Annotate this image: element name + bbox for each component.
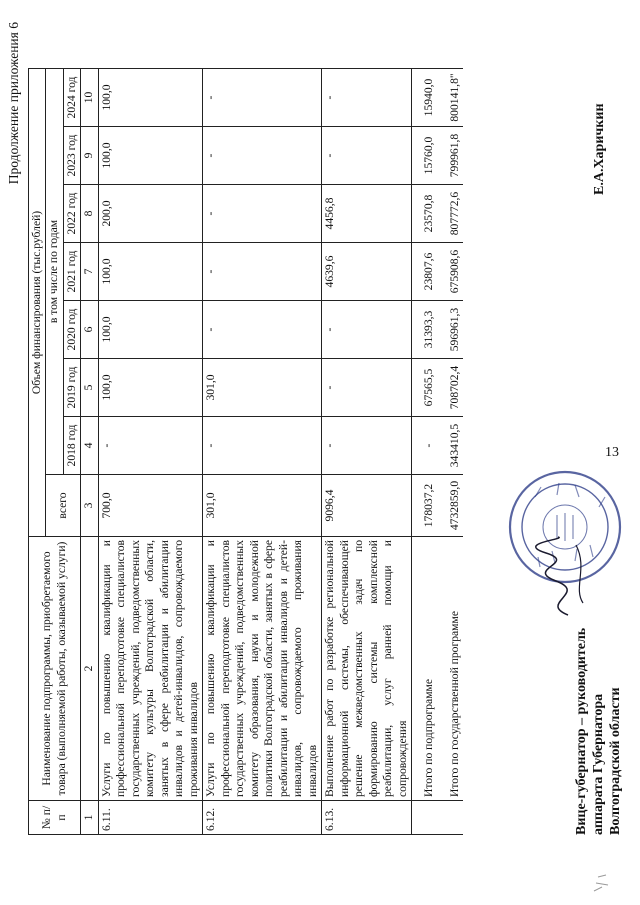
row-number: 6.13.	[322, 801, 412, 835]
cell-2024: -	[322, 69, 412, 127]
cell-2018: -	[203, 417, 322, 475]
column-number: 8	[81, 185, 98, 243]
total-label: Итого по подпрограмме	[412, 537, 438, 801]
total-cell: -	[412, 417, 438, 475]
column-number: 5	[81, 359, 98, 417]
header-year: 2023 год	[63, 127, 80, 185]
table-row	[322, 69, 412, 835]
row-number: 6.12.	[203, 801, 322, 835]
column-number: 10	[81, 69, 98, 127]
cell-2018: -	[98, 417, 202, 475]
total-cell: 4732859,0	[438, 475, 463, 537]
header-year: 2018 год	[63, 417, 80, 475]
signatory-name: Е.А.Харичкин	[592, 103, 607, 195]
cell-2018: -	[322, 417, 412, 475]
cell-2024: 100,0	[98, 69, 202, 127]
continuation-note: Продолжение приложения 6	[6, 22, 21, 185]
cell-2024: -	[203, 69, 322, 127]
total-label: Итого по государственной программе	[438, 537, 463, 801]
total-cell: 343410,5	[438, 417, 463, 475]
total-cell: 23570,8	[412, 185, 438, 243]
total-cell: 596961,3	[438, 301, 463, 359]
total-cell: 15940,0	[412, 69, 438, 127]
total-row-program	[438, 69, 463, 835]
cell-2021: 100,0	[98, 243, 202, 301]
column-number: 6	[81, 301, 98, 359]
position-line: аппарата Губернатора	[590, 693, 606, 835]
cell-2021: -	[203, 243, 322, 301]
cell-2019: 100,0	[98, 359, 202, 417]
row-name: Услуги по повышению квалификации и профессиональной переподготовке специалистов государственных учреждений, подведомственных комитету культуры Волгоградской области, занятых в сфере реабилитации и абилитации инвалидов и детей-инвалидов, сопровождаемого проживания инвалидов	[98, 537, 202, 801]
header-year: 2019 год	[63, 359, 80, 417]
total-cell: 800141,8"	[438, 69, 463, 127]
header-name: Наименование подпрограммы, приобретаемого товара (выполняемой работы, оказываемой услуги)	[29, 537, 81, 801]
total-cell: 31393,3	[412, 301, 438, 359]
cell-2023: -	[322, 127, 412, 185]
cell-2019: 301,0	[203, 359, 322, 417]
header-year: 2022 год	[63, 185, 80, 243]
column-number: 1	[81, 801, 98, 835]
total-cell: 675908,6	[438, 243, 463, 301]
cell-total: 9096,4	[322, 475, 412, 537]
cell-2020: -	[322, 301, 412, 359]
cell-total: 700,0	[98, 475, 202, 537]
table-row	[98, 69, 202, 835]
row-number: 6.11.	[98, 801, 202, 835]
cell-total: 301,0	[203, 475, 322, 537]
total-cell: 23807,6	[412, 243, 438, 301]
cell-2023: -	[203, 127, 322, 185]
header-num: № п/п	[29, 801, 81, 835]
header-financing: Объем финансирования (тыс.рублей)	[29, 69, 46, 537]
cell-2020: 100,0	[98, 301, 202, 359]
position-line: Вице-губернатор – руководитель	[574, 627, 589, 835]
row-name: Выполнение работ по разработке региональной информационной системы, обеспечивающей решение межведомственных задач по формированию системы комплексной реабилитации, услуг ранней помощи и сопровождения	[322, 537, 412, 801]
cell-2020: -	[203, 301, 322, 359]
header-year: 2024 год	[63, 69, 80, 127]
total-row-subprogram	[412, 69, 438, 835]
header-year: 2020 год	[63, 301, 80, 359]
column-number: 3	[81, 475, 98, 537]
handwritten-signature	[528, 533, 598, 623]
total-spacer	[438, 801, 463, 835]
total-cell: 67565,5	[412, 359, 438, 417]
header-year: 2021 год	[63, 243, 80, 301]
total-cell: 15760,0	[412, 127, 438, 185]
total-spacer	[412, 801, 438, 835]
total-cell: 178037,2	[412, 475, 438, 537]
total-cell: 799961,8	[438, 127, 463, 185]
financing-table	[28, 68, 463, 835]
row-name: Услуги по повышению квалификации и профессиональной переподготовке специалистов государственных учреждений, подведомственных комитету образования, науки и молодежной политики Волгоградской области, занятых в сфере реабилитации и абилитации инвалидов и детей-инвалидов, сопровождаемого проживания инвалидов	[203, 537, 322, 801]
scan-mark-icon	[588, 867, 618, 897]
cell-2022: 4456,8	[322, 185, 412, 243]
page-number: 13	[605, 445, 619, 460]
signatory-position	[574, 628, 624, 835]
cell-2021: 4639,6	[322, 243, 412, 301]
cell-2022: -	[203, 185, 322, 243]
column-number: 7	[81, 243, 98, 301]
column-number: 4	[81, 417, 98, 475]
total-cell: 807772,6	[438, 185, 463, 243]
column-number: 2	[81, 537, 98, 801]
cell-2022: 200,0	[98, 185, 202, 243]
column-number: 9	[81, 127, 98, 185]
cell-2019: -	[322, 359, 412, 417]
total-cell: 708702,4	[438, 359, 463, 417]
position-line: Волгоградской области	[607, 687, 623, 835]
header-total: всего	[46, 475, 81, 537]
table-row	[203, 69, 322, 835]
cell-2023: 100,0	[98, 127, 202, 185]
header-including: в том числе по годам	[46, 69, 63, 475]
